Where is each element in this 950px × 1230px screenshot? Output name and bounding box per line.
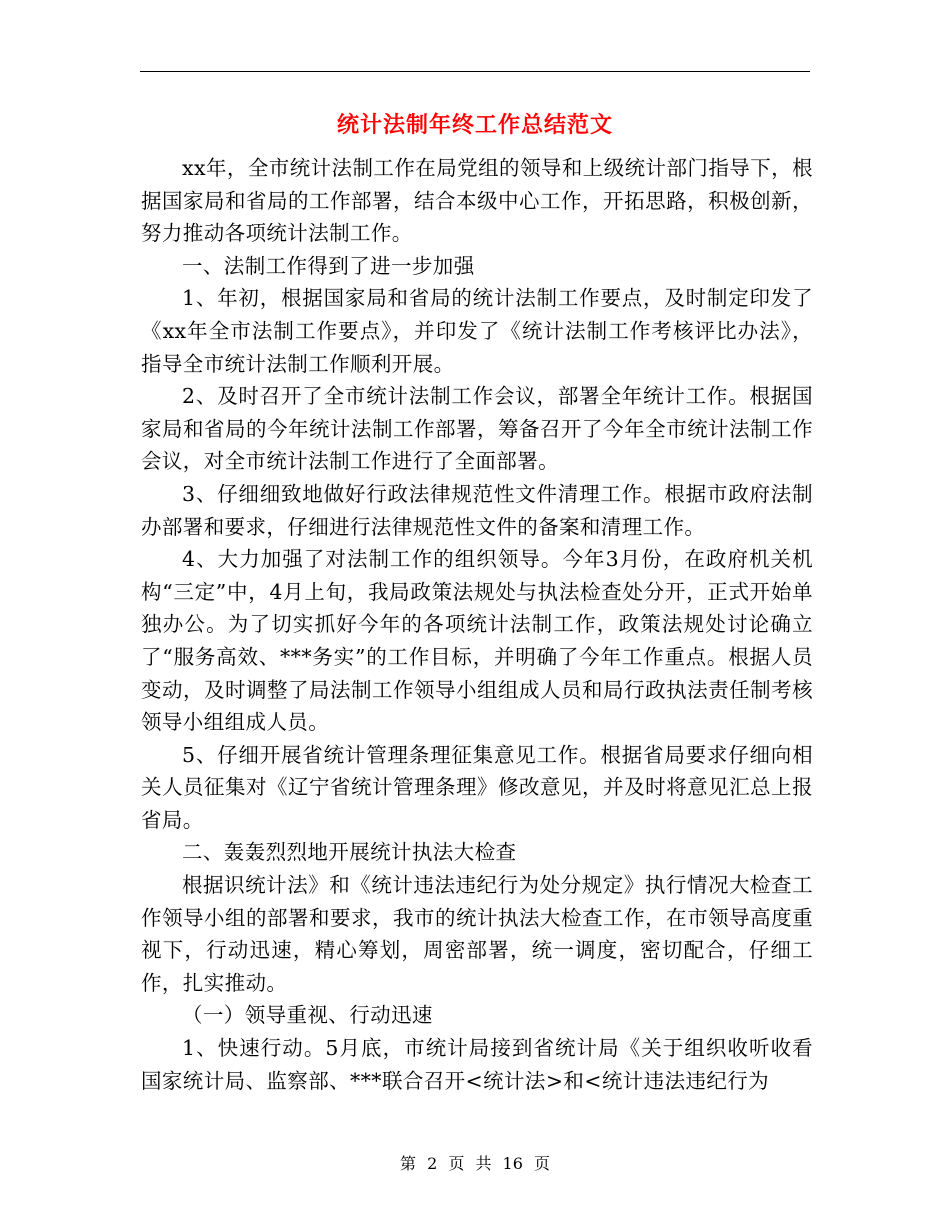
- document-title: 统计法制年终工作总结范文: [336, 113, 613, 138]
- header-rule: [140, 71, 810, 72]
- paragraph-item-3: 3、仔细细致地做好行政法律规范性文件清理工作。根据市政府法制办部署和要求，仔细进行法律规范性文件的备案和清理工作。: [141, 481, 813, 539]
- paragraph-item-5: 5、仔细开展省统计管理条理征集意见工作。根据省局要求仔细向相关人员征集对《辽宁省统计管理条理》修改意见，并及时将意见汇总上报省局。: [141, 742, 813, 832]
- paragraph-item-4: 4、大力加强了对法制工作的组织领导。今年3月份，在政府机关机构“三定”中，4月上旬，我局政策法规处与执法检查处分开，正式开始单独办公。为了切实抓好今年的各项统计法制工作，政策法规处讨论确立了“服务高效、***务实”的工作目标，并明确了今年工作重点。根据人员变动，及时调整了局法制工作领导小组组成人员和局行政执法责任制考核领导小组组成人员。: [141, 547, 813, 735]
- paragraph-item-1: 1、年初，根据国家局和省局的统计法制工作要点，及时制定印发了《xx年全市法制工作要点》，并印发了《统计法制工作考核评比办法》，指导全市统计法制工作顺利开展。: [141, 286, 813, 376]
- paragraph-subsection-1-item-1: 1、快速行动。5月底，市统计局接到省统计局《关于组织收听收看国家统计局、监察部、***联合召开<统计法>和<统计违法违纪行为: [141, 1036, 813, 1093]
- section-heading-2: 二、轰轰烈烈地开展统计执法大检查: [182, 840, 517, 865]
- subsection-heading-1: （一）领导重视、行动迅速: [182, 1003, 433, 1028]
- paragraph-intro: xx年，全市统计法制工作在局党组的领导和上级统计部门指导下，根据国家局和省局的工作部署，结合本级中心工作，开拓思路，积极创新，努力推动各项统计法制工作。: [141, 156, 813, 246]
- page-footer: 第 2 页 共 16 页: [400, 1154, 550, 1173]
- section-heading-1: 一、法制工作得到了进一步加强: [182, 253, 475, 278]
- document-body: [141, 152, 813, 1097]
- paragraph-section-2-intro: 根据识统计法》和《统计违法违纪行为处分规定》执行情况大检查工作领导小组的部署和要求，我市的统计执法大检查工作，在市领导高度重视下，行动迅速，精心筹划，周密部署，统一调度，密切配合，仔细工作，扎实推动。: [141, 873, 813, 995]
- paragraph-item-2: 2、及时召开了全市统计法制工作会议，部署全年统计工作。根据国家局和省局的今年统计法制工作部署，筹备召开了今年全市统计法制工作会议，对全市统计法制工作进行了全面部署。: [141, 384, 813, 474]
